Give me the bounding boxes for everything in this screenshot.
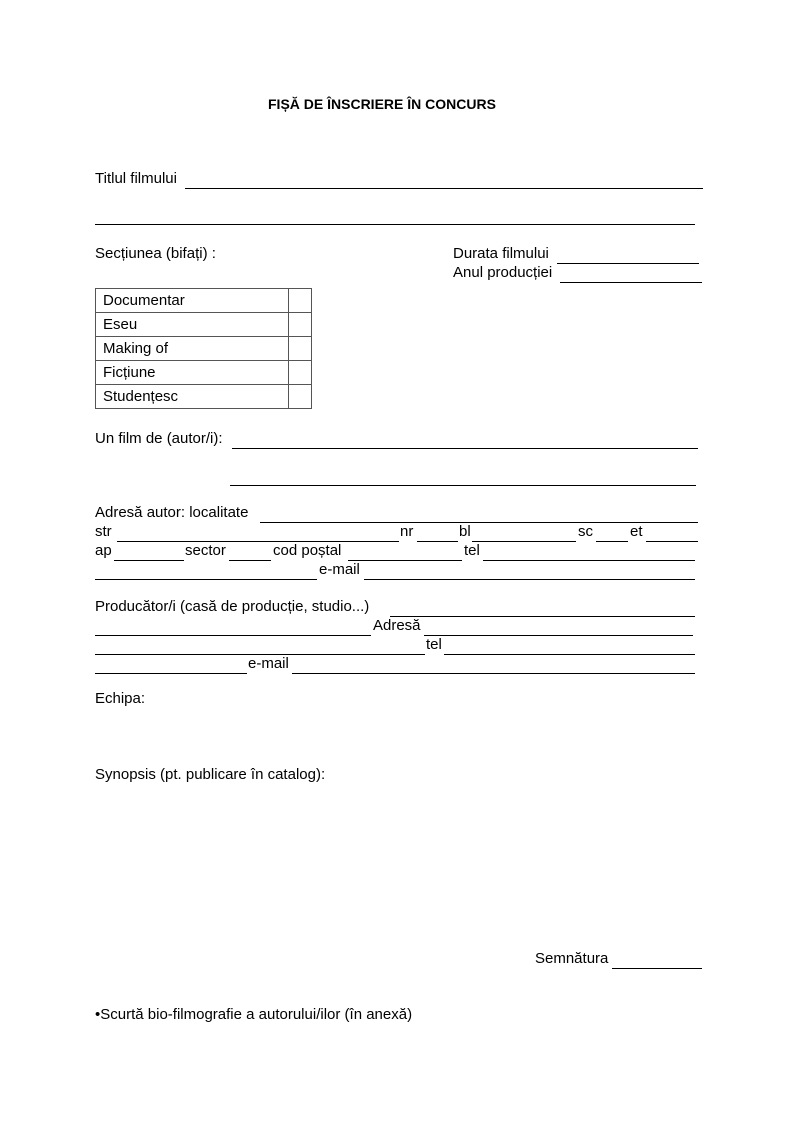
signature-field[interactable] [612, 948, 702, 969]
section-label: Secțiunea (bifați) : [95, 245, 216, 262]
bl-label: bl [459, 523, 471, 540]
producer-email-field[interactable] [292, 653, 695, 674]
street-label: str [95, 523, 112, 540]
sector-label: sector [185, 542, 226, 559]
locality-field[interactable] [260, 502, 698, 523]
address-label: Adresă autor: localitate [95, 504, 249, 521]
form-title: FIȘĂ DE ÎNSCRIERE ÎN CONCURS [268, 96, 496, 112]
section-row [96, 337, 312, 361]
email-label: e-mail [319, 561, 360, 578]
tel-field[interactable] [483, 540, 695, 561]
address-extra-field[interactable] [95, 559, 317, 580]
bio-note: •Scurtă bio-filmografie a autorului/ilor (în anexă) [95, 1006, 413, 1023]
section-label-fictiune: Ficțiune [96, 361, 289, 385]
et-label: et [630, 523, 643, 540]
et-field[interactable] [646, 521, 698, 542]
nr-label: nr [400, 523, 414, 540]
nr-field[interactable] [417, 521, 458, 542]
film-title-field[interactable] [185, 168, 703, 189]
bl-field[interactable] [472, 521, 576, 542]
sector-field[interactable] [229, 540, 271, 561]
section-checkbox-studentesc[interactable] [289, 385, 312, 409]
section-checkbox-making-of[interactable] [289, 337, 312, 361]
section-checkbox-eseu[interactable] [289, 313, 312, 337]
producer-extra-field[interactable] [95, 653, 247, 674]
tel-label: tel [464, 542, 480, 559]
postal-field[interactable] [348, 540, 462, 561]
author-label: Un film de (autor/i): [95, 430, 223, 447]
duration-field[interactable] [557, 243, 699, 264]
author-field[interactable] [232, 428, 698, 449]
signature-label: Semnătura [535, 950, 609, 967]
producer-address-field[interactable] [424, 615, 693, 636]
ap-field[interactable] [114, 540, 184, 561]
producer-tel-field[interactable] [444, 634, 695, 655]
section-label-studentesc: Studențesc [96, 385, 289, 409]
producer-tel-label: tel [426, 636, 442, 653]
year-field[interactable] [560, 262, 702, 283]
section-label-making-of: Making of [96, 337, 289, 361]
film-title-field-2[interactable] [95, 204, 695, 225]
author-field-2[interactable] [230, 465, 696, 486]
year-label: Anul producției [453, 264, 553, 281]
producer-name-field[interactable] [95, 615, 371, 636]
section-checkbox-documentar[interactable] [289, 289, 312, 313]
synopsis-label: Synopsis (pt. publicare în catalog): [95, 766, 326, 783]
section-label-eseu: Eseu [96, 313, 289, 337]
section-row [96, 289, 312, 313]
section-table [95, 288, 312, 409]
email-field[interactable] [364, 559, 695, 580]
section-row [96, 385, 312, 409]
producer-email-label: e-mail [248, 655, 289, 672]
street-field[interactable] [117, 521, 399, 542]
ap-label: ap [95, 542, 112, 559]
film-title-label: Titlul filmului [95, 170, 177, 187]
producer-label: Producător/i (casă de producție, studio...) [95, 598, 370, 615]
sc-field[interactable] [596, 521, 628, 542]
producer-field[interactable] [390, 596, 695, 617]
duration-label: Durata filmului [453, 245, 549, 262]
postal-label: cod poștal [273, 542, 342, 559]
team-label: Echipa: [95, 690, 146, 707]
section-row [96, 361, 312, 385]
section-checkbox-fictiune[interactable] [289, 361, 312, 385]
producer-address-label: Adresă [373, 617, 421, 634]
sc-label: sc [578, 523, 593, 540]
section-label-documentar: Documentar [96, 289, 289, 313]
producer-address-field-2[interactable] [95, 634, 425, 655]
section-row [96, 313, 312, 337]
